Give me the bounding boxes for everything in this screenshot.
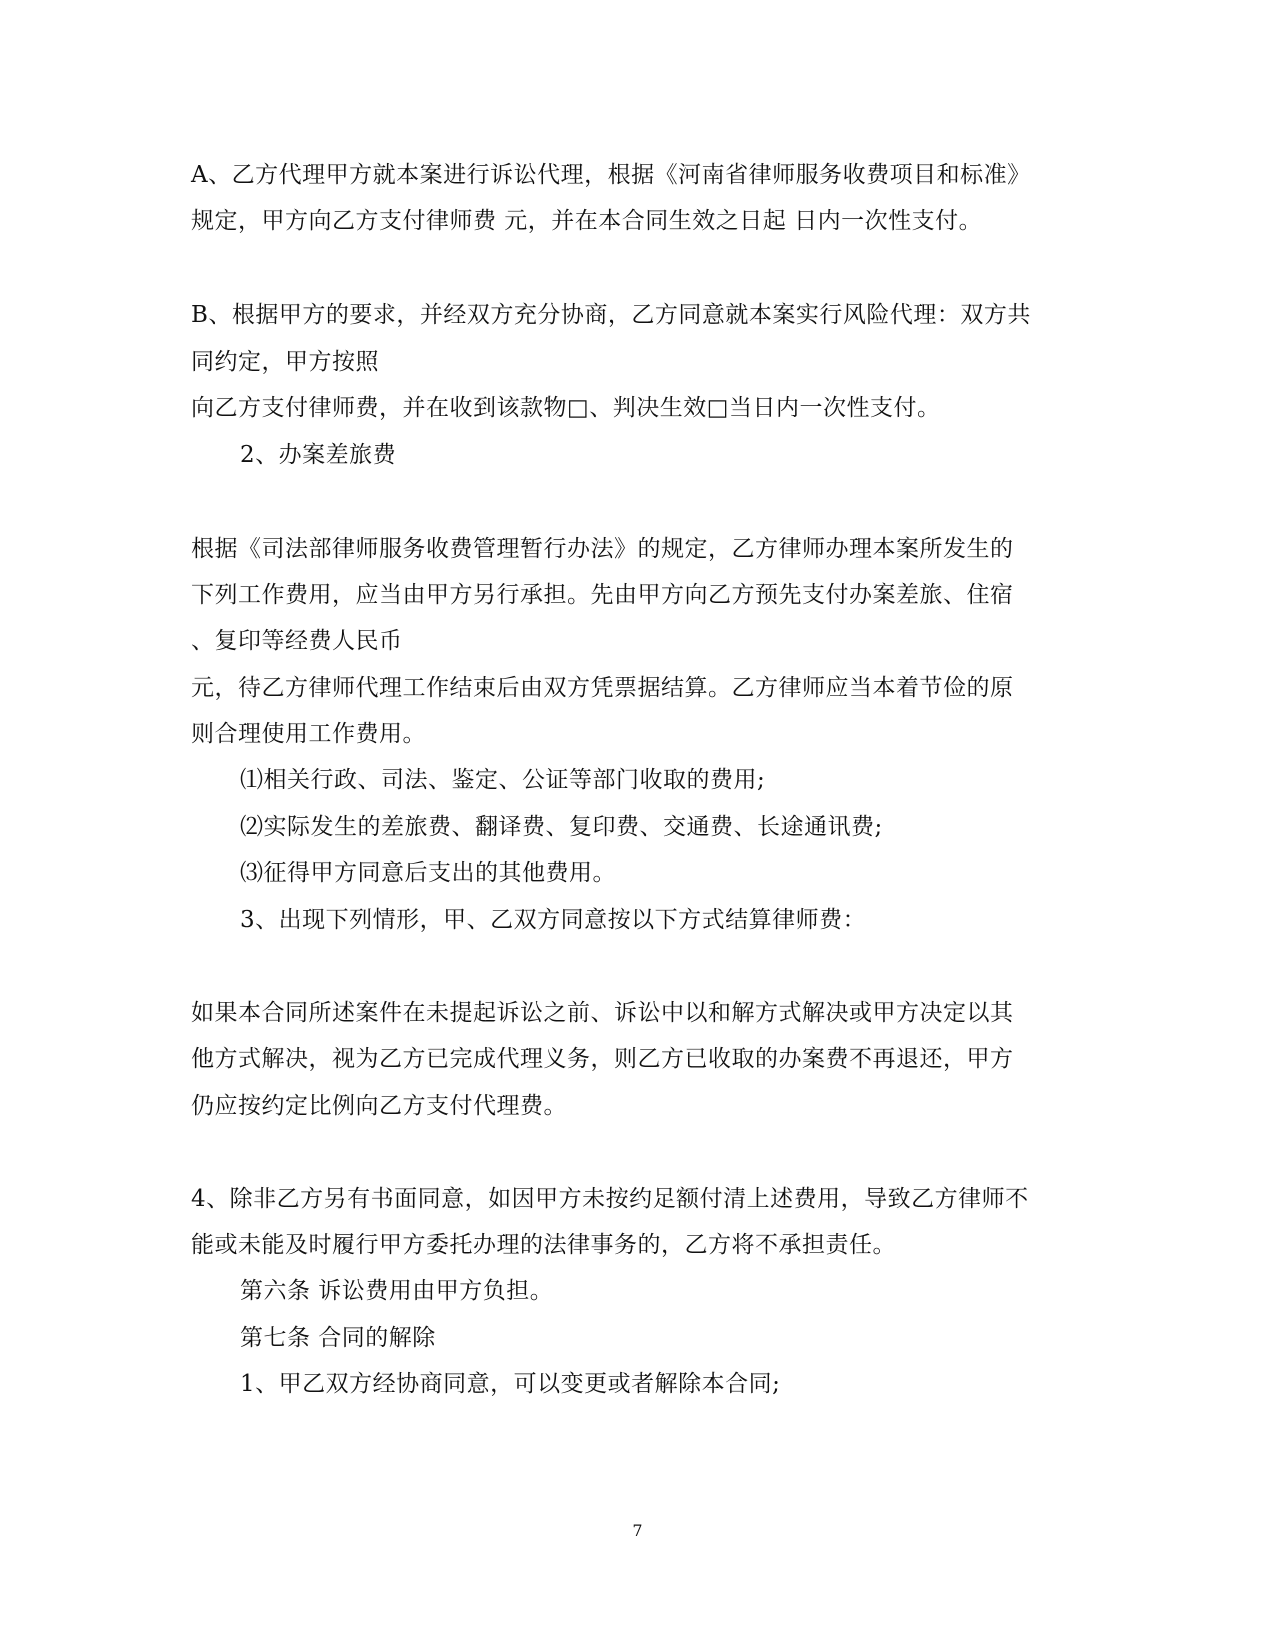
text-line: 则合理使用工作费用。 (191, 721, 426, 747)
text-line: ⑶征得甲方同意后支出的其他费用。 (240, 860, 616, 886)
text-line: 第七条 合同的解除 (240, 1325, 436, 1351)
text-line: 4、除非乙方另有书面同意，如因甲方未按约足额付清上述费用，导致乙方律师不 (191, 1186, 1029, 1212)
text-line: A、乙方代理甲方就本案进行诉讼代理，根据《河南省律师服务收费项目和标准》 (191, 162, 1031, 188)
text-line: ⑵实际发生的差旅费、翻译费、复印费、交通费、长途通讯费; (240, 814, 883, 840)
text-line: 下列工作费用，应当由甲方另行承担。先由甲方向乙方预先支付办案差旅、住宿 (191, 582, 1014, 608)
text-line: 仍应按约定比例向乙方支付代理费。 (191, 1093, 567, 1119)
text-line: 第六条 诉讼费用由甲方负担。 (240, 1278, 554, 1304)
text-line: 、复印等经费人民币 (191, 628, 403, 654)
text-line: 3、出现下列情形，甲、乙双方同意按以下方式结算律师费： (240, 907, 867, 933)
text-line: 1、甲乙双方经协商同意，可以变更或者解除本合同; (240, 1371, 781, 1397)
text-line: ⑴相关行政、司法、鉴定、公证等部门收取的费用; (240, 767, 766, 793)
page-number: 7 (632, 1521, 643, 1540)
text-line: 如果本合同所述案件在未提起诉讼之前、诉讼中以和解方式解决或甲方决定以其 (191, 1000, 1014, 1026)
text-line: 他方式解决，视为乙方已完成代理义务，则乙方已收取的办案费不再退还，甲方 (191, 1046, 1014, 1072)
text-line: 元，待乙方律师代理工作结束后由双方凭票据结算。乙方律师应当本着节俭的原 (191, 675, 1014, 701)
text-line: 2、办案差旅费 (240, 442, 397, 468)
text-line: 根据《司法部律师服务收费管理暂行办法》的规定，乙方律师办理本案所发生的 (191, 536, 1014, 562)
text-line: 向乙方支付律师费，并在收到该款物□、判决生效□当日内一次性支付。 (191, 395, 941, 421)
text-line: 规定，甲方向乙方支付律师费 元，并在本合同生效之日起 日内一次性支付。 (191, 208, 983, 234)
text-line: B、根据甲方的要求，并经双方充分协商，乙方同意就本案实行风险代理：双方共 (191, 302, 1031, 328)
text-line: 同约定，甲方按照 (191, 349, 379, 375)
text-line: 能或未能及时履行甲方委托办理的法律事务的，乙方将不承担责任。 (191, 1232, 896, 1258)
